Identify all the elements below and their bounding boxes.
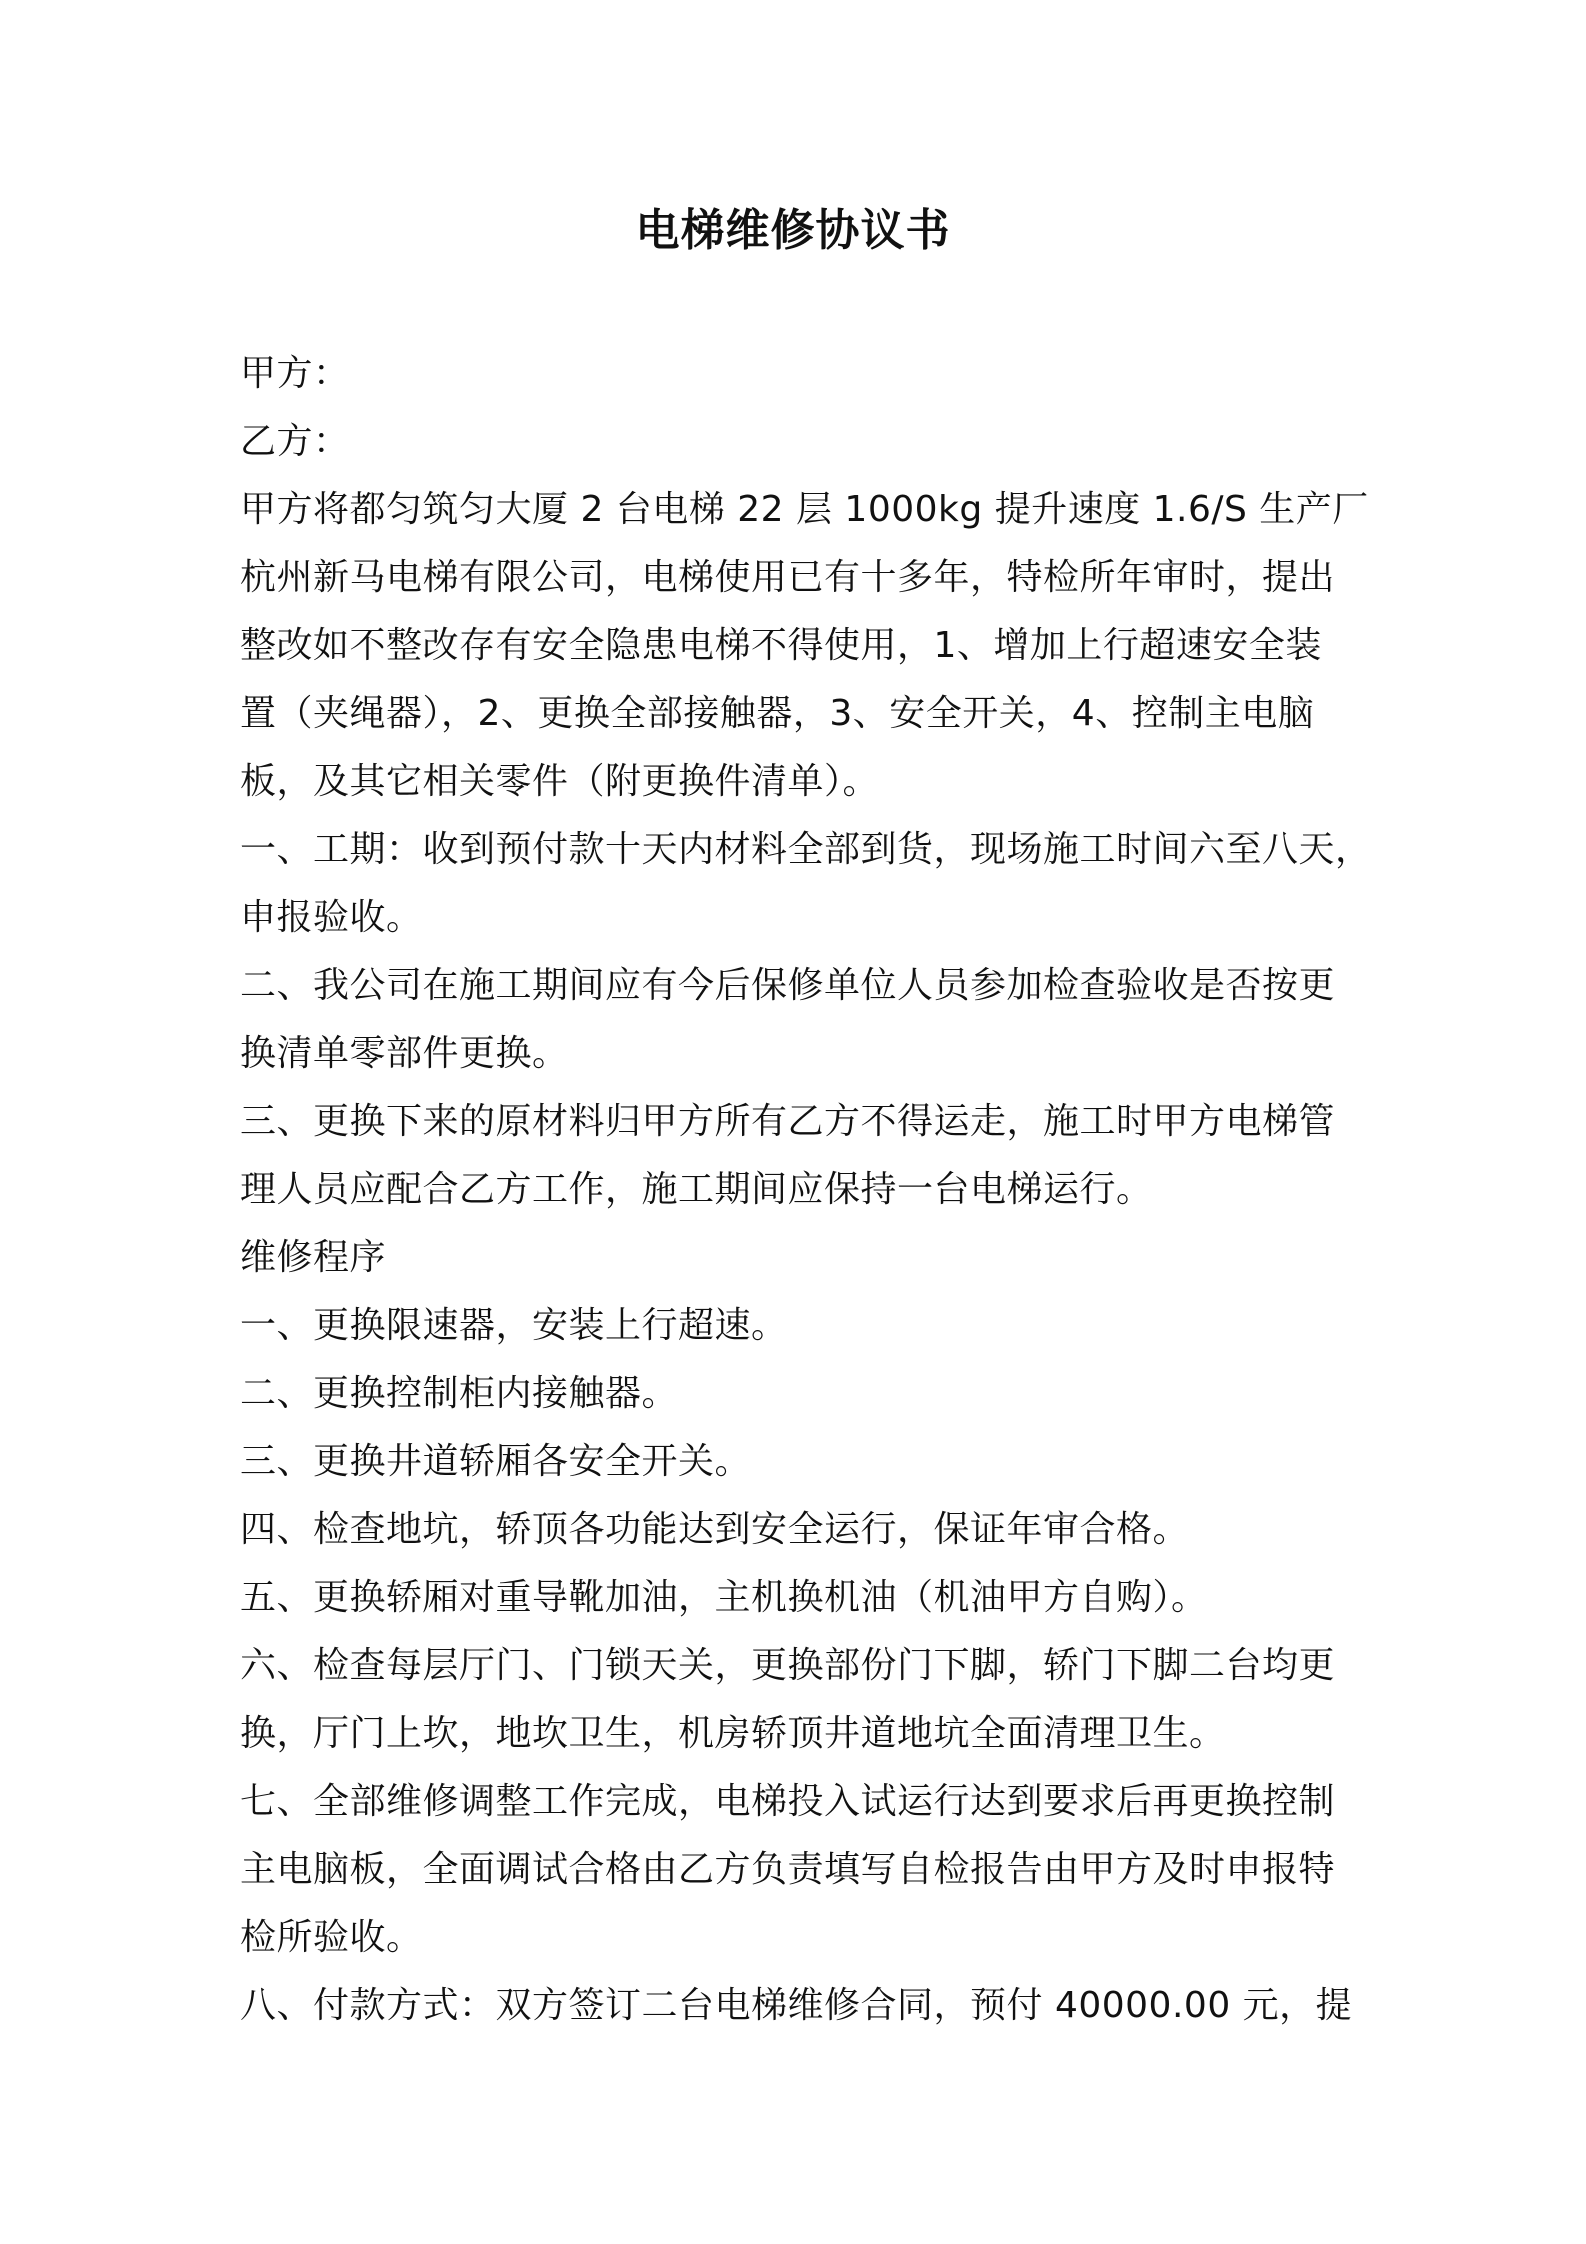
procedure-line: 一、更换限速器，安装上行超速。: [240, 1305, 788, 1346]
procedure-line: 七、全部维修调整工作完成，电梯投入试运行达到要求后再更换控制: [240, 1781, 1336, 1822]
clause-line: 申报验收。: [240, 897, 423, 938]
document-title: 电梯维修协议书: [635, 205, 951, 256]
clause-line: 一、工期：收到预付款十天内材料全部到货，现场施工时间六至八天，: [240, 829, 1372, 870]
clause-line: 二、我公司在施工期间应有今后保修单位人员参加检查验收是否按更: [240, 965, 1336, 1006]
procedure-line: 主电脑板，全面调试合格由乙方负责填写自检报告由甲方及时申报特: [240, 1849, 1336, 1890]
procedure-line: 四、检查地坑，轿顶各功能达到安全运行，保证年审合格。: [240, 1509, 1190, 1550]
document-body: [240, 340, 1372, 2040]
section-heading: 维修程序: [240, 1237, 387, 1278]
paragraph-line: 杭州新马电梯有限公司，电梯使用已有十多年，特检所年审时，提出: [240, 557, 1336, 598]
procedure-line: 三、更换井道轿厢各安全开关。: [240, 1441, 752, 1482]
clause-line: 三、更换下来的原材料归甲方所有乙方不得运走，施工时甲方电梯管: [240, 1101, 1336, 1142]
paragraph-line: 整改如不整改存有安全隐患电梯不得使用，1、增加上行超速安全装: [240, 625, 1322, 666]
paragraph-line: 甲方将都匀筑匀大厦 2 台电梯 22 层 1000kg 提升速度 1.6/S 生产厂: [240, 489, 1369, 530]
clause-line: 理人员应配合乙方工作，施工期间应保持一台电梯运行。: [240, 1169, 1153, 1210]
procedure-line: 二、更换控制柜内接触器。: [240, 1373, 679, 1414]
procedure-line: 五、更换轿厢对重导靴加油，主机换机油（机油甲方自购）。: [240, 1577, 1208, 1618]
procedure-line: 六、检查每层厅门、门锁天关，更换部份门下脚，轿门下脚二台均更: [240, 1645, 1336, 1686]
clause-line: 换清单零部件更换。: [240, 1033, 569, 1074]
party-a-line: 甲方：: [240, 353, 350, 394]
party-b-line: 乙方：: [240, 421, 350, 462]
paragraph-line: 置（夹绳器），2、更换全部接触器，3、安全开关，4、控制主电脑: [240, 693, 1315, 734]
procedure-line: 换，厅门上坎，地坎卫生，机房轿顶井道地坑全面清理卫生。: [240, 1713, 1226, 1754]
payment-line: 八、付款方式：双方签订二台电梯维修合同，预付 40000.00 元，提: [240, 1985, 1353, 2026]
procedure-line: 检所验收。: [240, 1917, 423, 1958]
paragraph-line: 板，及其它相关零件（附更换件清单）。: [240, 761, 880, 802]
